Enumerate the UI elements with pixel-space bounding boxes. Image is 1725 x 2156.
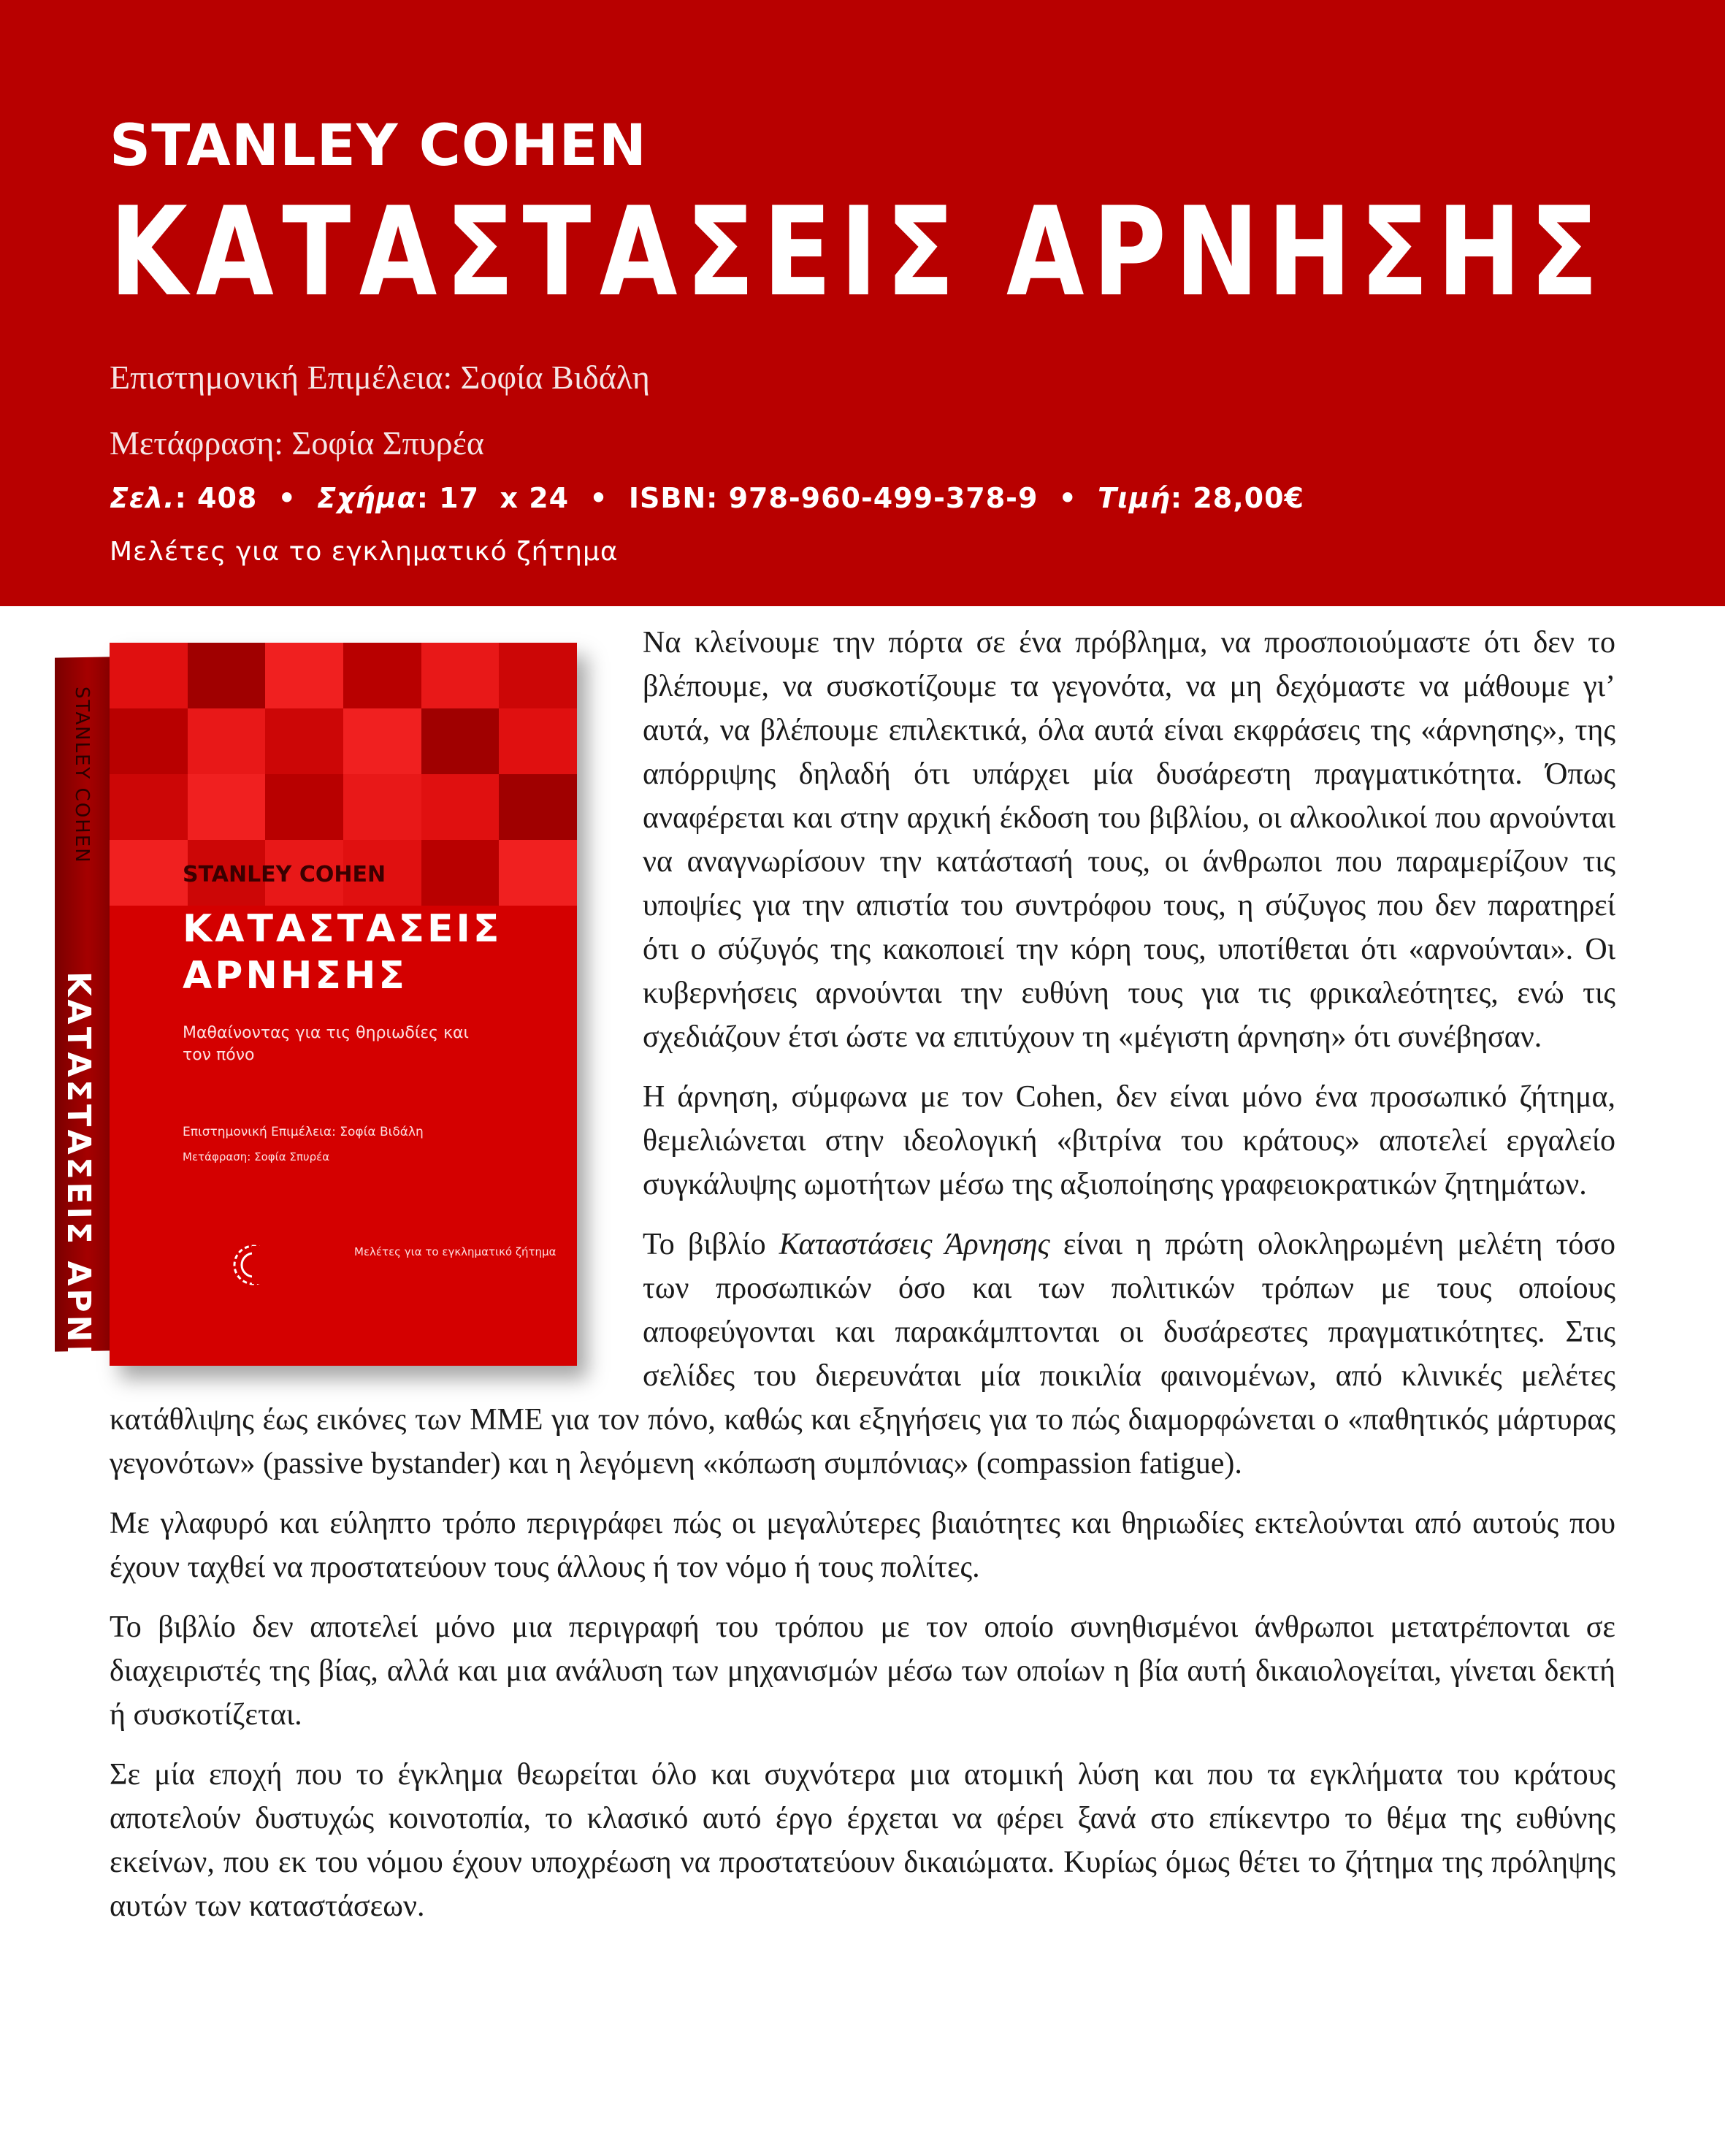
spine-author: STANLEY COHEN: [71, 686, 93, 864]
spec-separator: •: [278, 482, 297, 514]
description-text: [110, 621, 1615, 1944]
cover-author: STANLEY COHEN: [183, 862, 386, 887]
paragraph-3-start: Το βιβλίο: [643, 1228, 779, 1261]
paragraph-1: Να κλείνουμε την πόρτα σε ένα πρόβλημα, να προσποιούμαστε ότι δεν το βλέπουμε, να συσκοτίζουμε τα γεγονότα, να μη δεχόμαστε να μάθουμε γι’ αυτά, να βλέπουμε επιλεκτικά, όλα αυτά είναι εκφράσεις της «άρνησης», της απόρριψης δηλαδή ότι υπάρχει μία δυσάρεστη πραγματικότητα. Όπως αναφέρεται και στην αρχική έκδοση του βιβλίου, οι αλκοολικοί που αρνούνται να αναγνωρίσουν την κατάστασή τους, οι άνθρωποι που παραμερίζουν τις υποψίες για την απιστία του συντρόφου τους, η σύζυγος που δεν παρατηρεί ότι ο σύζυγός της κακοποιεί την κόρη τους, υποτίθεται ότι «αρνούνται». Οι κυβερνήσεις αρνούνται την ευθύνη τους για τις φρικαλεότητες, ενώ τις σχεδιάζουν έτσι ώστε να επιτύχουν τη «μέγιστη άρνηση» ότι συνέβησαν.: [643, 626, 1615, 1054]
cover-series: Μελέτες για το εγκληματικό ζήτημα: [354, 1245, 556, 1258]
spec-separator: •: [1058, 482, 1077, 514]
spine-title: ΚΑΤΑΣΤΑΣΕΙΣ ΑΡΝΗΣΗΣ: [60, 971, 97, 1455]
format-label: Σχήμα: [317, 482, 417, 514]
price-label: Τιμή: [1098, 482, 1171, 514]
paragraph-6: Σε μία εποχή που το έγκλημα θεωρείται όλο και συχνότερα μια ατομική λύση και που τα εγκλήματα του κράτους αποτελούν δυστυχώς κοινοτοπία, το κλασικό αυτό έργο έρχεται να φέρει ξανά στο επίκεντρο το θέμα της ευθύνης εκείνων, που εκ του νόμου έχουν υποχρέωση να προστατεύουν δικαιώματα. Κυρίως όμως θέτει το ζήτημα της πρόληψης αυτών των καταστάσεων.: [110, 1758, 1615, 1923]
book-title: ΚΑΤΑΣΤΑΣΕΙΣ ΑΡΝΗΣΗΣ: [110, 180, 1607, 324]
cover-title-line2: ΑΡΝΗΣΗΣ: [183, 954, 408, 998]
book-spine: [55, 657, 110, 1455]
paragraph-5: Το βιβλίο δεν αποτελεί μόνο μια περιγραφή του τρόπου με τον οποίο συνηθισμένοι άνθρωποι μετατρέπονται σε διαχειριστές της βίας, αλλά και μια ανάλυση των μηχανισμών μέσω των οποίων η βία αυτή δικαιολογείται, γίνεται δεκτή ή συσκοτίζεται.: [110, 1610, 1615, 1732]
author-name: STANLEY COHEN: [110, 113, 647, 179]
header-banner: [0, 0, 1725, 606]
isbn-label: ISBN: [628, 482, 707, 514]
paragraph-4: Με γλαφυρό και εύληπτο τρόπο περιγράφει πώς οι μεγαλύτερες βιαιότητες και θηριωδίες εκτελούνται από αυτούς που έχουν ταχθεί να προστατεύουν τους άλλους ή τον νόμο ή τους πολίτες.: [110, 1507, 1615, 1584]
cover-subtitle: Μαθαίνοντας για τις θηριωδίες και τον πόνο: [183, 1024, 469, 1064]
isbn-value: : 978-960-499-378-9: [706, 482, 1039, 514]
paragraph-2: Η άρνηση, σύμφωνα με τον Cohen, δεν είναι μόνο ένα προσωπικό ζήτημα, θεμελιώνεται στην ιδεολογική «βιτρίνα του κράτους» αποτελεί εργαλείο συγκάλυψης ωμοτήτων μέσω της αξιοποίησης γραφειοκρατικών ζητημάτων.: [643, 1080, 1615, 1201]
cover-translator: Μετάφραση: Σοφία Σπυρέα: [183, 1150, 330, 1163]
paragraph-3-rest: είναι η πρώτη ολοκληρωμένη μελέτη τόσο των προσωπικών όσο και των πολιτικών τρόπων με τους οποίους αποφεύγονται και παρακάμπτονται οι δυσάρεστες πραγματικότητες. Στις σελίδες του διερευνάται μία ποικιλία φαινομένων, από κλινικές μελέτες κατάθλιψης έως εικόνες των ΜΜΕ για τον πόνο, καθώς και εξηγήσεις για το πώς διαμορφώνεται ο «παθητικός μάρτυρας γεγονότων» (passive bystander) και η λεγόμενη «κόπωση συμπόνιας» (compassion fatigue).: [110, 1228, 1616, 1480]
editor-line: Επιστημονική Επιμέλεια: Σοφία Βιδάλη: [110, 359, 650, 396]
pages-label: Σελ.: [110, 482, 175, 514]
book-specs: [110, 482, 1304, 514]
series-name: Μελέτες για το εγκληματικό ζήτημα: [110, 537, 619, 567]
pages-value: : 408: [175, 482, 258, 514]
format-value: : 17 x 24: [416, 482, 570, 514]
price-value: : 28,00€: [1170, 482, 1304, 514]
cover-title-line1: ΚΑΤΑΣΤΑΣΕΙΣ: [183, 907, 502, 951]
cover-editor: Επιστημονική Επιμέλεια: Σοφία Βιδάλη: [183, 1125, 424, 1139]
book-title-italic: Καταστάσεις Άρνησης: [779, 1228, 1050, 1261]
spec-separator: •: [589, 482, 608, 514]
translator-line: Μετάφραση: Σοφία Σπυρέα: [110, 424, 484, 462]
